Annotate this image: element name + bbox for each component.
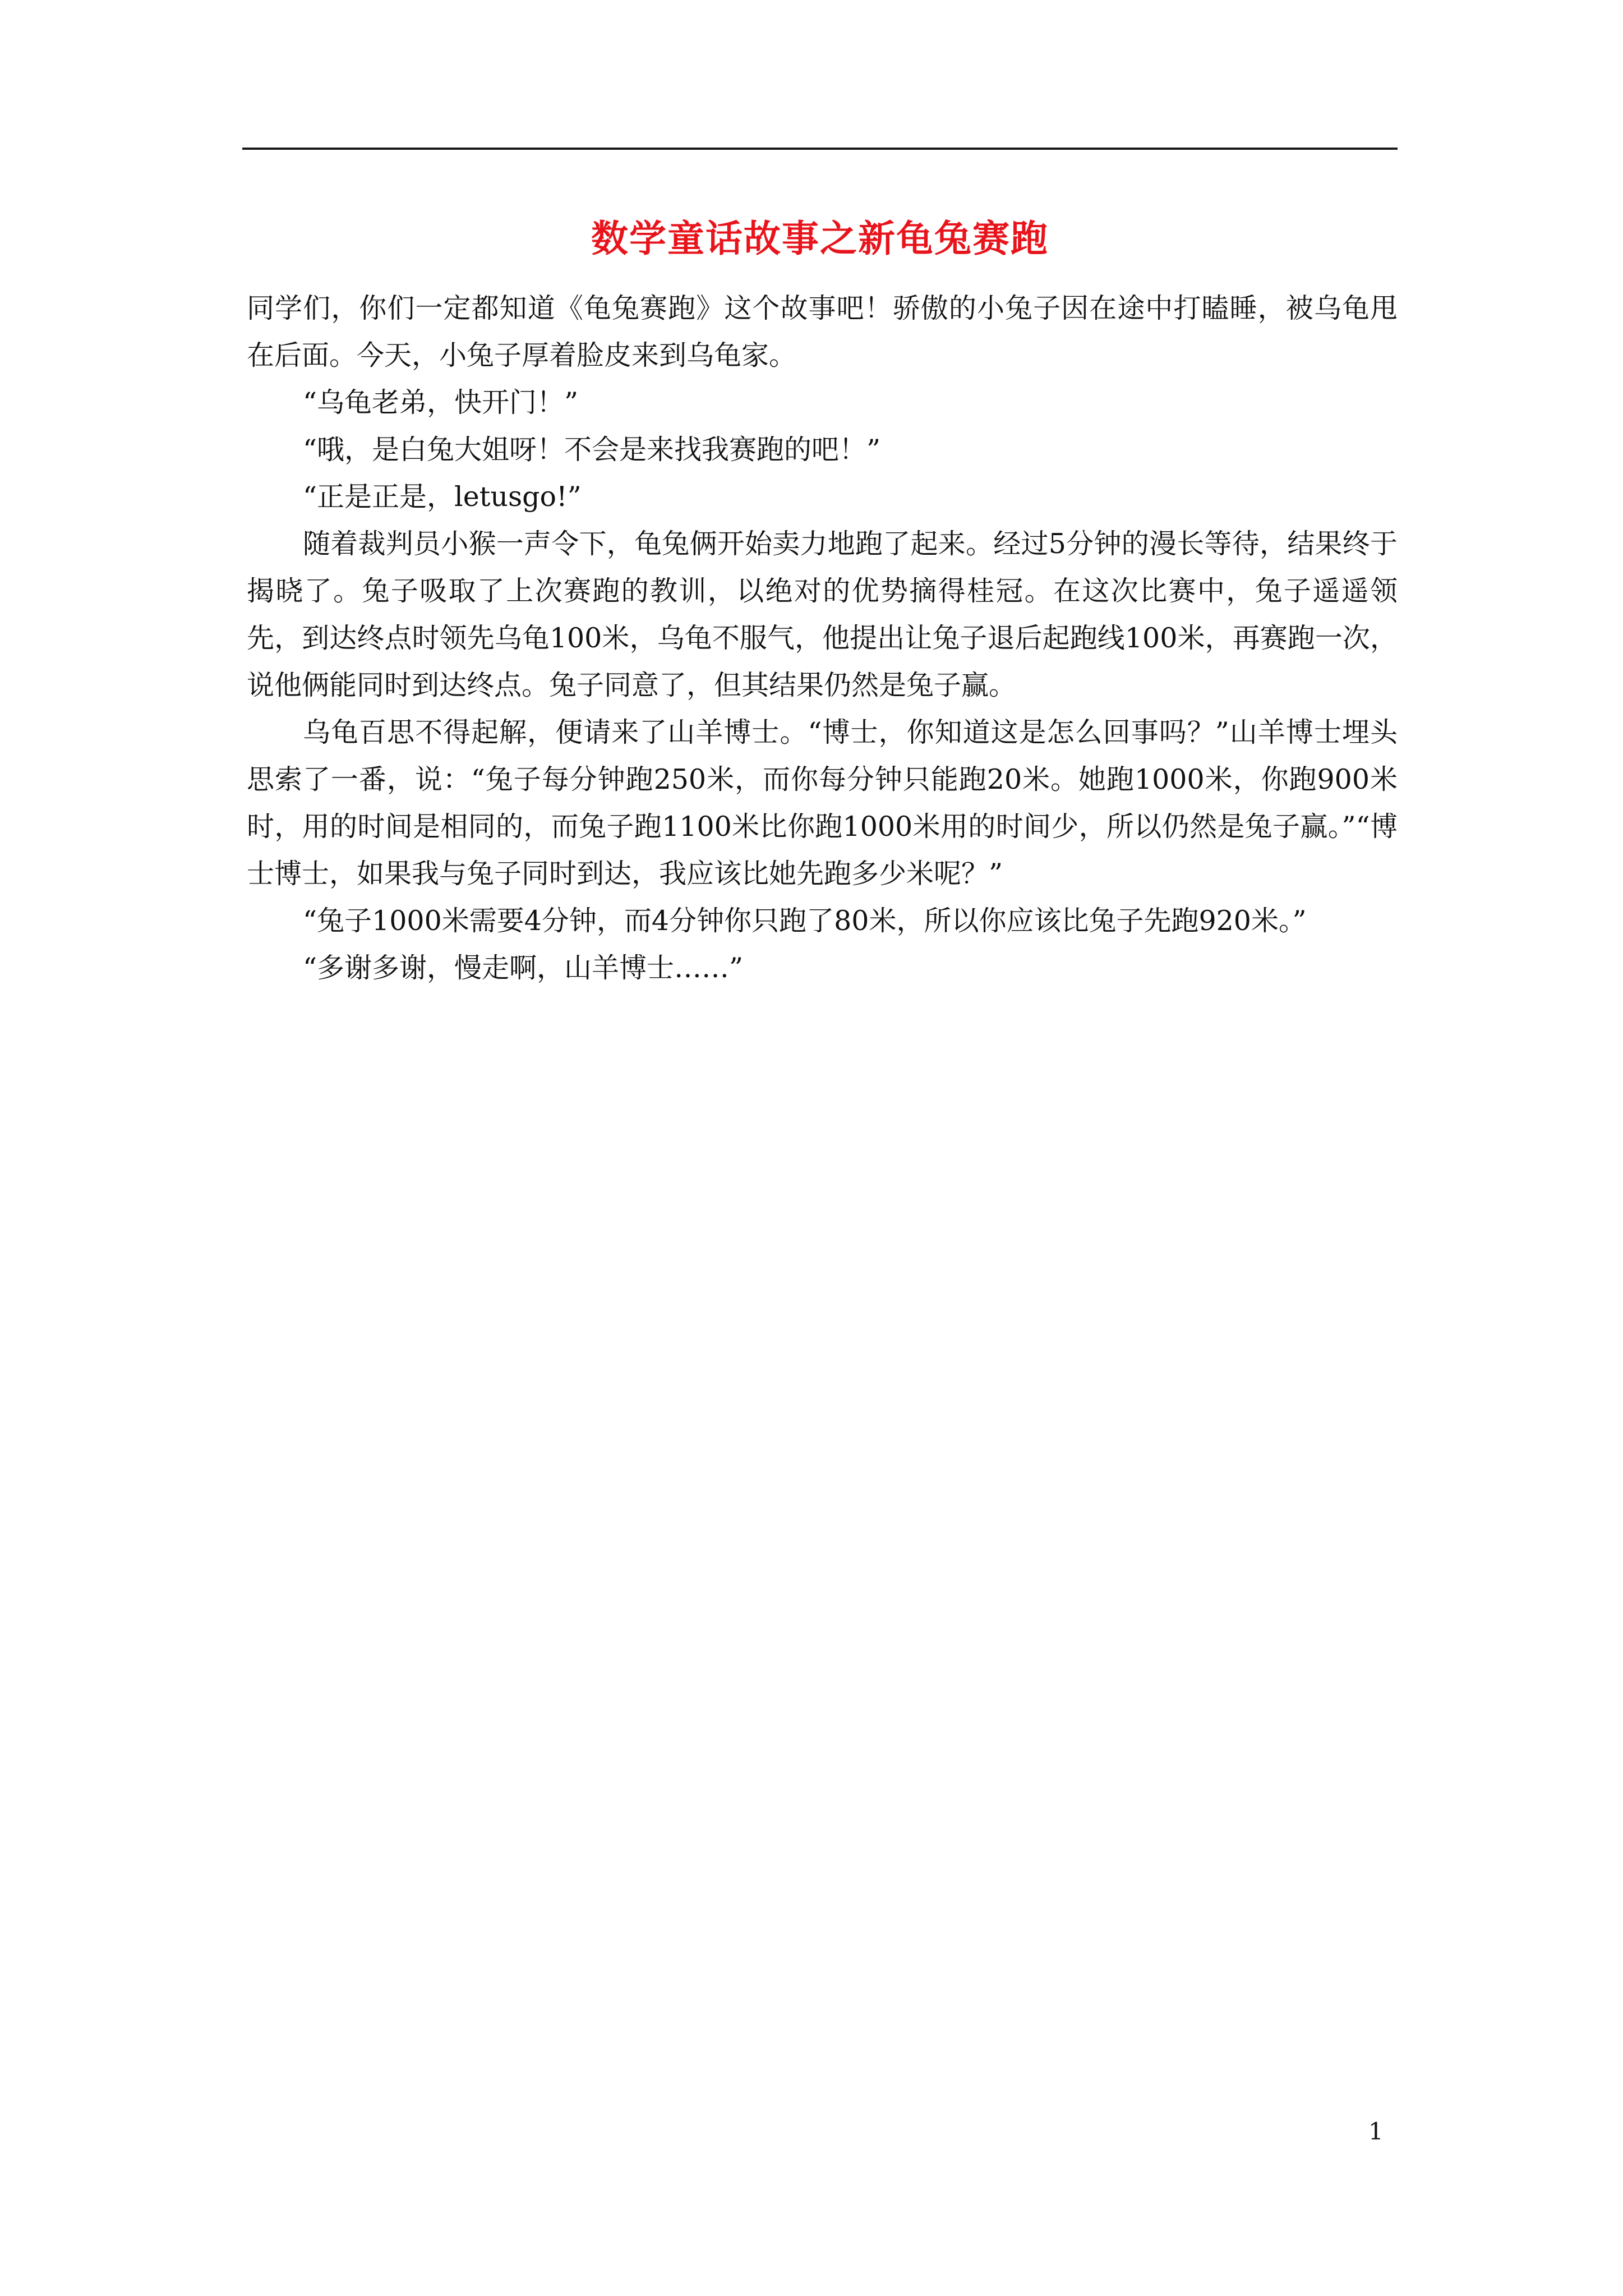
paragraph-farewell: “多谢多谢，慢走啊，山羊博士……” (303, 952, 744, 984)
paragraph-intro: 同学们，你们一定都知道《龟兔赛跑》这个故事吧！骄傲的小兔子因在途中打瞌睡，被乌龟甩在后面。今天，小兔子厚着脸皮来到乌龟家。 (247, 292, 1398, 371)
paragraph-answer: “兔子1000米需要4分钟，而4分钟你只跑了80米，所以你应该比兔子先跑920米。” (303, 905, 1307, 937)
page-number: 1 (1368, 2118, 1384, 2145)
document-body (247, 285, 1398, 992)
header-rule (242, 148, 1398, 150)
document-title: 数学童话故事之新龟兔赛跑 (591, 217, 1049, 260)
paragraph-dialogue-2: “哦，是白兔大姐呀！不会是来找我赛跑的吧！” (303, 434, 881, 466)
paragraph-dialogue-3: “正是正是，letusgo!” (303, 481, 582, 513)
paragraph-doctor: 乌龟百思不得起解，便请来了山羊博士。“博士，你知道这是怎么回事吗？”山羊博士埋头思索了一番，说：“兔子每分钟跑250米，而你每分钟只能跑20米。她跑1000米，你跑900米时，用的时间是相同的，而兔子跑1100米比你跑1000米用的时间少，所以仍然是兔子赢。”“博士博士，如果我与兔子同时到达，我应该比她先跑多少米呢？” (247, 716, 1398, 890)
paragraph-race: 随着裁判员小猴一声令下，龟兔俩开始卖力地跑了起来。经过5分钟的漫长等待，结果终于揭晓了。兔子吸取了上次赛跑的教训，以绝对的优势摘得桂冠。在这次比赛中，兔子遥遥领先，到达终点时领先乌龟100米，乌龟不服气，他提出让兔子退后起跑线100米，再赛跑一次，说他俩能同时到达终点。兔子同意了，但其结果仍然是兔子赢。 (247, 528, 1398, 701)
paragraph-dialogue-1: “乌龟老弟，快开门！” (303, 386, 579, 418)
